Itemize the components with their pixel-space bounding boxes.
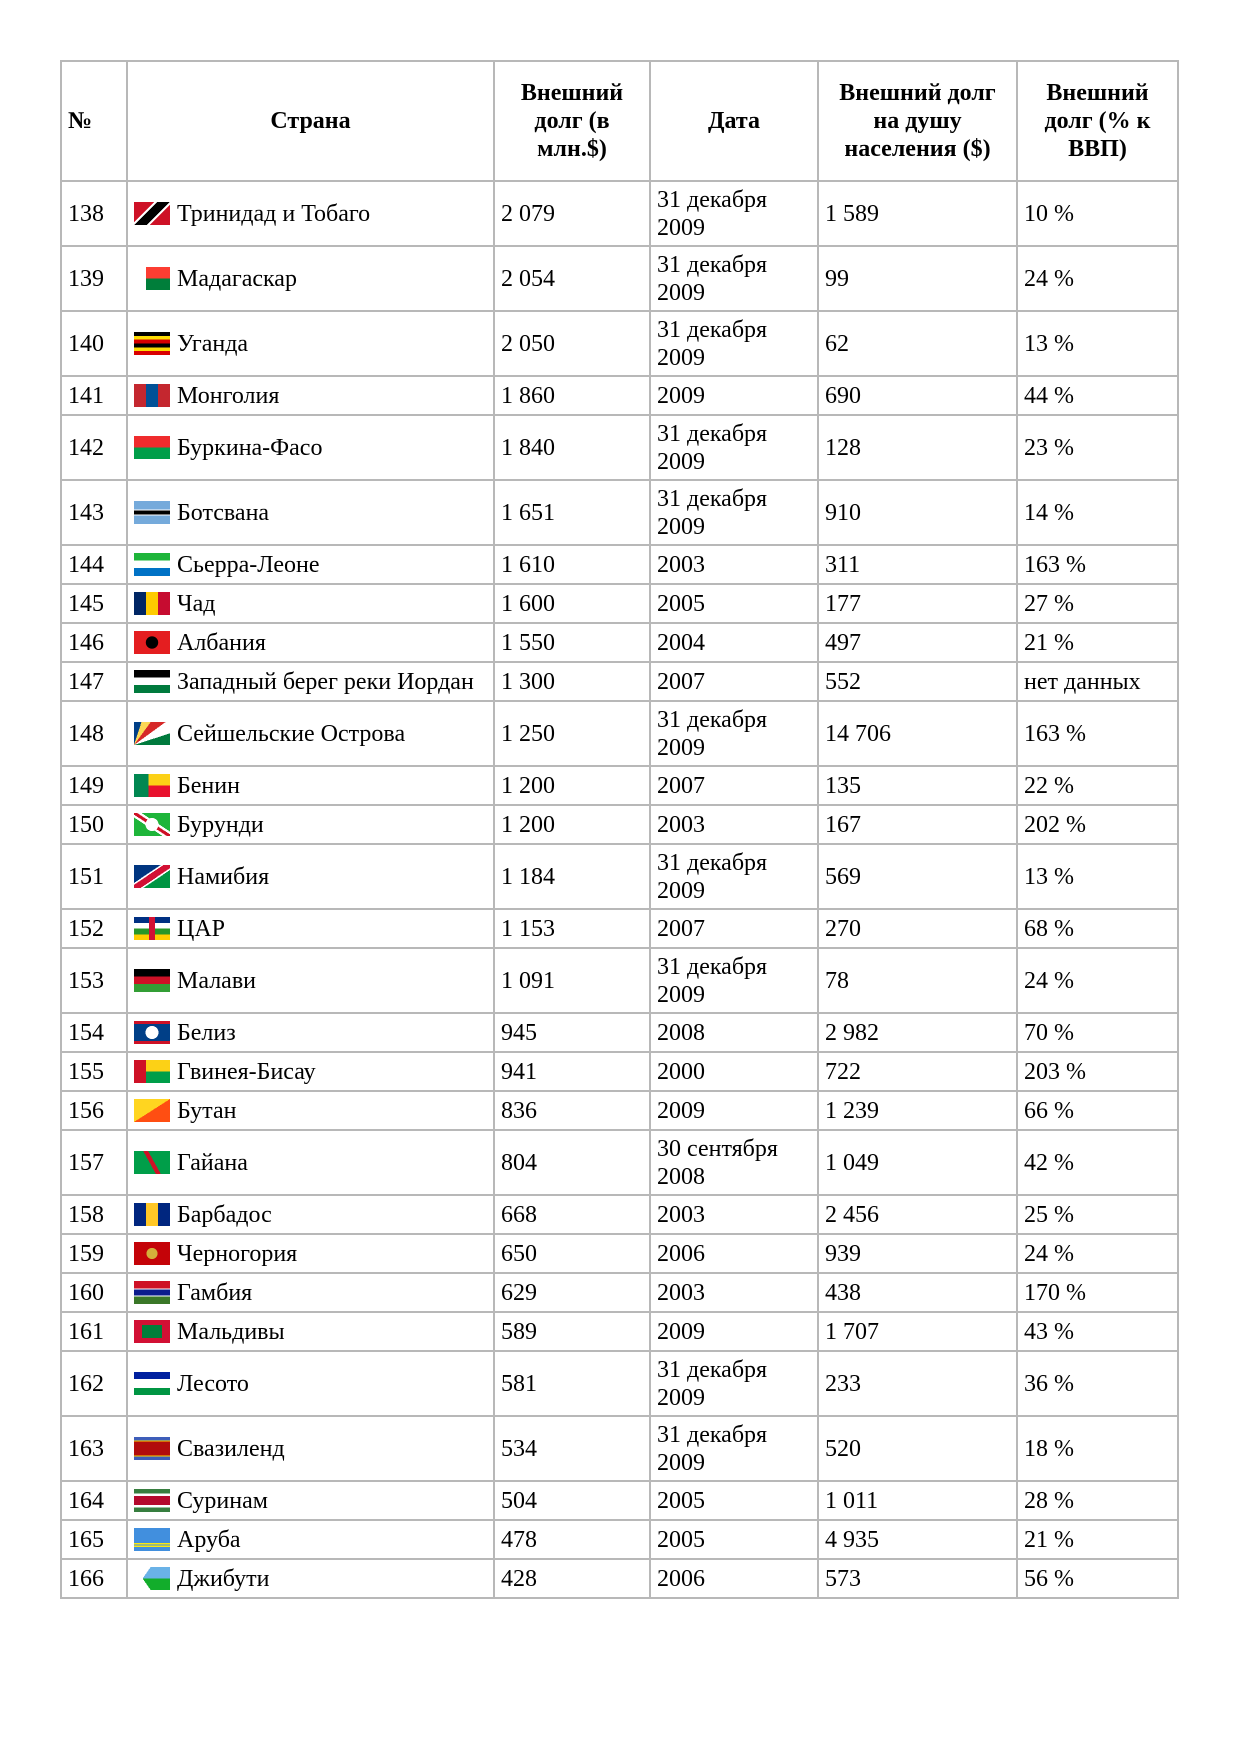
row-debt-gdp-percent: 10 %	[1017, 181, 1178, 246]
row-external-debt: 1 600	[494, 584, 650, 623]
row-debt-gdp-percent: 68 %	[1017, 909, 1178, 948]
row-external-debt: 668	[494, 1195, 650, 1234]
table-row	[61, 909, 1178, 948]
lesotho-flag-icon	[134, 1372, 170, 1395]
country-name: Сьерра-Леоне	[177, 551, 320, 578]
row-country	[127, 584, 494, 623]
table-row	[61, 480, 1178, 545]
guyana-flag-icon	[134, 1151, 170, 1174]
chad-flag-icon	[134, 592, 170, 615]
row-external-debt: 581	[494, 1351, 650, 1416]
row-country	[127, 1052, 494, 1091]
table-row	[61, 623, 1178, 662]
header-country: Страна	[127, 61, 494, 181]
barbados-flag-icon	[134, 1203, 170, 1226]
burundi-flag-icon	[134, 813, 170, 836]
row-number: 142	[61, 415, 127, 480]
country-name: Албания	[177, 629, 266, 656]
row-number: 141	[61, 376, 127, 415]
row-country	[127, 623, 494, 662]
country-name: Аруба	[177, 1526, 241, 1553]
row-debt-per-capita: 1 239	[818, 1091, 1017, 1130]
row-debt-per-capita: 14 706	[818, 701, 1017, 766]
row-debt-gdp-percent: 170 %	[1017, 1273, 1178, 1312]
country-name: Мадагаскар	[177, 265, 297, 292]
row-debt-per-capita: 233	[818, 1351, 1017, 1416]
row-date: 2006	[650, 1559, 818, 1598]
row-country	[127, 376, 494, 415]
row-debt-per-capita: 270	[818, 909, 1017, 948]
row-number: 160	[61, 1273, 127, 1312]
row-country	[127, 181, 494, 246]
table-row	[61, 1559, 1178, 1598]
row-debt-gdp-percent: 66 %	[1017, 1091, 1178, 1130]
row-date: 2004	[650, 623, 818, 662]
row-date: 2003	[650, 1195, 818, 1234]
row-external-debt: 1 200	[494, 805, 650, 844]
row-country	[127, 1481, 494, 1520]
row-debt-gdp-percent: 24 %	[1017, 246, 1178, 311]
row-external-debt: 2 050	[494, 311, 650, 376]
row-debt-per-capita: 4 935	[818, 1520, 1017, 1559]
row-external-debt: 2 054	[494, 246, 650, 311]
row-debt-gdp-percent: 70 %	[1017, 1013, 1178, 1052]
row-number: 158	[61, 1195, 127, 1234]
row-debt-per-capita: 569	[818, 844, 1017, 909]
table-row	[61, 545, 1178, 584]
row-number: 143	[61, 480, 127, 545]
row-number: 147	[61, 662, 127, 701]
row-external-debt: 1 091	[494, 948, 650, 1013]
row-debt-per-capita: 939	[818, 1234, 1017, 1273]
row-date: 30 сентября 2008	[650, 1130, 818, 1195]
country-name: Малави	[177, 967, 257, 994]
row-debt-gdp-percent: 14 %	[1017, 480, 1178, 545]
row-debt-gdp-percent: 27 %	[1017, 584, 1178, 623]
row-country	[127, 1234, 494, 1273]
row-date: 31 декабря 2009	[650, 844, 818, 909]
row-date: 31 декабря 2009	[650, 1351, 818, 1416]
row-date: 31 декабря 2009	[650, 948, 818, 1013]
row-debt-gdp-percent: 202 %	[1017, 805, 1178, 844]
country-name: Суринам	[177, 1487, 268, 1514]
row-country	[127, 480, 494, 545]
table-row	[61, 948, 1178, 1013]
row-debt-per-capita: 520	[818, 1416, 1017, 1481]
row-date: 31 декабря 2009	[650, 181, 818, 246]
row-number: 145	[61, 584, 127, 623]
table-row	[61, 766, 1178, 805]
seychelles-flag-icon	[134, 722, 170, 745]
row-date: 2005	[650, 1481, 818, 1520]
row-date: 2003	[650, 805, 818, 844]
country-name: Джибути	[177, 1565, 270, 1592]
table-row	[61, 805, 1178, 844]
header-debt-gdp-percent: Внешний долг (% к ВВП)	[1017, 61, 1178, 181]
table-row	[61, 376, 1178, 415]
row-external-debt: 1 153	[494, 909, 650, 948]
row-country	[127, 545, 494, 584]
row-debt-per-capita: 62	[818, 311, 1017, 376]
row-debt-gdp-percent: 21 %	[1017, 1520, 1178, 1559]
row-date: 2009	[650, 1312, 818, 1351]
gambia-flag-icon	[134, 1281, 170, 1304]
aruba-flag-icon	[134, 1528, 170, 1551]
row-number: 138	[61, 181, 127, 246]
row-number: 162	[61, 1351, 127, 1416]
trinidad-flag-icon	[134, 202, 170, 225]
row-external-debt: 534	[494, 1416, 650, 1481]
country-name: Гамбия	[177, 1279, 253, 1306]
montenegro-flag-icon	[134, 1242, 170, 1265]
row-external-debt: 1 840	[494, 415, 650, 480]
row-country	[127, 415, 494, 480]
country-name: Тринидад и Тобаго	[177, 200, 371, 227]
row-number: 149	[61, 766, 127, 805]
country-name: Бурунди	[177, 811, 264, 838]
row-debt-gdp-percent: 24 %	[1017, 1234, 1178, 1273]
uganda-flag-icon	[134, 332, 170, 355]
row-country	[127, 246, 494, 311]
row-debt-gdp-percent: 44 %	[1017, 376, 1178, 415]
row-debt-gdp-percent: 163 %	[1017, 701, 1178, 766]
row-debt-gdp-percent: 42 %	[1017, 1130, 1178, 1195]
row-external-debt: 2 079	[494, 181, 650, 246]
row-external-debt: 1 610	[494, 545, 650, 584]
row-number: 152	[61, 909, 127, 948]
row-debt-gdp-percent: 43 %	[1017, 1312, 1178, 1351]
row-external-debt: 1 860	[494, 376, 650, 415]
row-external-debt: 1 651	[494, 480, 650, 545]
row-debt-per-capita: 552	[818, 662, 1017, 701]
row-external-debt: 478	[494, 1520, 650, 1559]
country-name: Чад	[177, 590, 216, 617]
row-date: 2000	[650, 1052, 818, 1091]
row-debt-per-capita: 690	[818, 376, 1017, 415]
table-row	[61, 1130, 1178, 1195]
table-row	[61, 1520, 1178, 1559]
row-country	[127, 1520, 494, 1559]
palestine-flag-icon	[134, 670, 170, 693]
row-number: 139	[61, 246, 127, 311]
row-date: 31 декабря 2009	[650, 415, 818, 480]
row-number: 150	[61, 805, 127, 844]
row-debt-gdp-percent: нет данных	[1017, 662, 1178, 701]
row-number: 163	[61, 1416, 127, 1481]
table-row	[61, 415, 1178, 480]
country-name: Гайана	[177, 1149, 248, 1176]
row-debt-per-capita: 2 456	[818, 1195, 1017, 1234]
row-number: 159	[61, 1234, 127, 1273]
row-debt-gdp-percent: 23 %	[1017, 415, 1178, 480]
table-row	[61, 181, 1178, 246]
row-debt-per-capita: 497	[818, 623, 1017, 662]
row-debt-gdp-percent: 203 %	[1017, 1052, 1178, 1091]
row-number: 151	[61, 844, 127, 909]
header-debt-per-capita: Внешний долг на душу населения ($)	[818, 61, 1017, 181]
country-name: Намибия	[177, 863, 270, 890]
table-row	[61, 1091, 1178, 1130]
row-date: 2007	[650, 909, 818, 948]
row-number: 165	[61, 1520, 127, 1559]
row-country	[127, 1130, 494, 1195]
row-country	[127, 662, 494, 701]
row-external-debt: 629	[494, 1273, 650, 1312]
country-name: Мальдивы	[177, 1318, 285, 1345]
botswana-flag-icon	[134, 501, 170, 524]
sierra-leone-flag-icon	[134, 553, 170, 576]
table-row	[61, 311, 1178, 376]
country-name: Бенин	[177, 772, 240, 799]
row-country	[127, 1559, 494, 1598]
row-debt-per-capita: 128	[818, 415, 1017, 480]
table-row	[61, 246, 1178, 311]
table-row	[61, 662, 1178, 701]
header-number: №	[61, 61, 127, 181]
row-external-debt: 804	[494, 1130, 650, 1195]
row-debt-gdp-percent: 13 %	[1017, 844, 1178, 909]
mongolia-flag-icon	[134, 384, 170, 407]
country-name: Гвинея-Бисау	[177, 1058, 316, 1085]
row-number: 144	[61, 545, 127, 584]
table-row	[61, 1273, 1178, 1312]
header-date: Дата	[650, 61, 818, 181]
row-date: 2003	[650, 1273, 818, 1312]
external-debt-table	[60, 60, 1179, 1599]
row-country	[127, 701, 494, 766]
table-row	[61, 1195, 1178, 1234]
row-debt-per-capita: 177	[818, 584, 1017, 623]
row-external-debt: 650	[494, 1234, 650, 1273]
row-number: 164	[61, 1481, 127, 1520]
albania-flag-icon	[134, 631, 170, 654]
table-row	[61, 1312, 1178, 1351]
row-date: 2008	[650, 1013, 818, 1052]
table-row	[61, 1234, 1178, 1273]
row-country	[127, 1416, 494, 1481]
country-name: Барбадос	[177, 1201, 272, 1228]
row-date: 31 декабря 2009	[650, 480, 818, 545]
row-date: 2005	[650, 584, 818, 623]
malawi-flag-icon	[134, 969, 170, 992]
table-row	[61, 844, 1178, 909]
row-external-debt: 589	[494, 1312, 650, 1351]
table-row	[61, 584, 1178, 623]
maldives-flag-icon	[134, 1320, 170, 1343]
table-row	[61, 1052, 1178, 1091]
row-debt-per-capita: 78	[818, 948, 1017, 1013]
row-external-debt: 945	[494, 1013, 650, 1052]
row-debt-per-capita: 1 011	[818, 1481, 1017, 1520]
row-country	[127, 1091, 494, 1130]
row-date: 2007	[650, 662, 818, 701]
row-date: 2009	[650, 376, 818, 415]
namibia-flag-icon	[134, 865, 170, 888]
row-debt-gdp-percent: 163 %	[1017, 545, 1178, 584]
country-name: Лесото	[177, 1370, 249, 1397]
row-number: 153	[61, 948, 127, 1013]
row-number: 156	[61, 1091, 127, 1130]
table-row	[61, 701, 1178, 766]
row-country	[127, 1013, 494, 1052]
row-debt-gdp-percent: 18 %	[1017, 1416, 1178, 1481]
row-country	[127, 948, 494, 1013]
row-external-debt: 504	[494, 1481, 650, 1520]
row-country	[127, 766, 494, 805]
row-country	[127, 1312, 494, 1351]
row-debt-per-capita: 1 707	[818, 1312, 1017, 1351]
table-header-row	[61, 61, 1178, 181]
country-name: Уганда	[177, 330, 249, 357]
row-date: 31 декабря 2009	[650, 246, 818, 311]
row-debt-per-capita: 910	[818, 480, 1017, 545]
row-country	[127, 909, 494, 948]
table-row	[61, 1416, 1178, 1481]
row-debt-gdp-percent: 56 %	[1017, 1559, 1178, 1598]
row-debt-per-capita: 1 589	[818, 181, 1017, 246]
row-external-debt: 1 184	[494, 844, 650, 909]
row-debt-per-capita: 2 982	[818, 1013, 1017, 1052]
row-debt-per-capita: 99	[818, 246, 1017, 311]
row-external-debt: 1 300	[494, 662, 650, 701]
row-date: 31 декабря 2009	[650, 311, 818, 376]
header-external-debt: Внешний долг (в млн.$)	[494, 61, 650, 181]
row-country	[127, 1195, 494, 1234]
row-debt-per-capita: 135	[818, 766, 1017, 805]
country-name: Бутан	[177, 1097, 237, 1124]
row-debt-gdp-percent: 13 %	[1017, 311, 1178, 376]
row-date: 2006	[650, 1234, 818, 1273]
bhutan-flag-icon	[134, 1099, 170, 1122]
row-debt-gdp-percent: 25 %	[1017, 1195, 1178, 1234]
djibouti-flag-icon	[134, 1567, 170, 1590]
row-number: 161	[61, 1312, 127, 1351]
country-name: Сейшельские Острова	[177, 720, 406, 747]
row-number: 148	[61, 701, 127, 766]
country-name: Монголия	[177, 382, 280, 409]
row-debt-per-capita: 167	[818, 805, 1017, 844]
row-external-debt: 836	[494, 1091, 650, 1130]
madagascar-flag-icon	[134, 267, 170, 290]
row-external-debt: 941	[494, 1052, 650, 1091]
table-row	[61, 1481, 1178, 1520]
row-number: 157	[61, 1130, 127, 1195]
country-name: ЦАР	[177, 915, 226, 942]
country-name: Буркина-Фасо	[177, 434, 323, 461]
swaziland-flag-icon	[134, 1437, 170, 1460]
row-debt-per-capita: 1 049	[818, 1130, 1017, 1195]
row-country	[127, 311, 494, 376]
country-name: Западный берег реки Иордан	[177, 668, 474, 695]
row-debt-gdp-percent: 22 %	[1017, 766, 1178, 805]
row-date: 2003	[650, 545, 818, 584]
country-name: Ботсвана	[177, 499, 270, 526]
row-debt-gdp-percent: 24 %	[1017, 948, 1178, 1013]
row-debt-gdp-percent: 36 %	[1017, 1351, 1178, 1416]
country-name: Белиз	[177, 1019, 236, 1046]
row-external-debt: 428	[494, 1559, 650, 1598]
row-external-debt: 1 550	[494, 623, 650, 662]
row-country	[127, 805, 494, 844]
row-debt-gdp-percent: 21 %	[1017, 623, 1178, 662]
row-date: 31 декабря 2009	[650, 1416, 818, 1481]
benin-flag-icon	[134, 774, 170, 797]
car-flag-icon	[134, 917, 170, 940]
row-number: 146	[61, 623, 127, 662]
row-number: 154	[61, 1013, 127, 1052]
row-date: 2005	[650, 1520, 818, 1559]
row-country	[127, 1273, 494, 1312]
row-country	[127, 1351, 494, 1416]
row-debt-per-capita: 722	[818, 1052, 1017, 1091]
table-row	[61, 1351, 1178, 1416]
row-number: 140	[61, 311, 127, 376]
row-external-debt: 1 200	[494, 766, 650, 805]
row-external-debt: 1 250	[494, 701, 650, 766]
row-debt-gdp-percent: 28 %	[1017, 1481, 1178, 1520]
country-name: Черногория	[177, 1240, 298, 1267]
row-date: 2007	[650, 766, 818, 805]
row-date: 2009	[650, 1091, 818, 1130]
row-number: 155	[61, 1052, 127, 1091]
row-debt-per-capita: 438	[818, 1273, 1017, 1312]
row-debt-per-capita: 573	[818, 1559, 1017, 1598]
row-debt-per-capita: 311	[818, 545, 1017, 584]
row-country	[127, 844, 494, 909]
row-number: 166	[61, 1559, 127, 1598]
burkina-faso-flag-icon	[134, 436, 170, 459]
belize-flag-icon	[134, 1021, 170, 1044]
country-name: Свазиленд	[177, 1435, 285, 1462]
guinea-bissau-flag-icon	[134, 1060, 170, 1083]
table-row	[61, 1013, 1178, 1052]
row-date: 31 декабря 2009	[650, 701, 818, 766]
suriname-flag-icon	[134, 1489, 170, 1512]
